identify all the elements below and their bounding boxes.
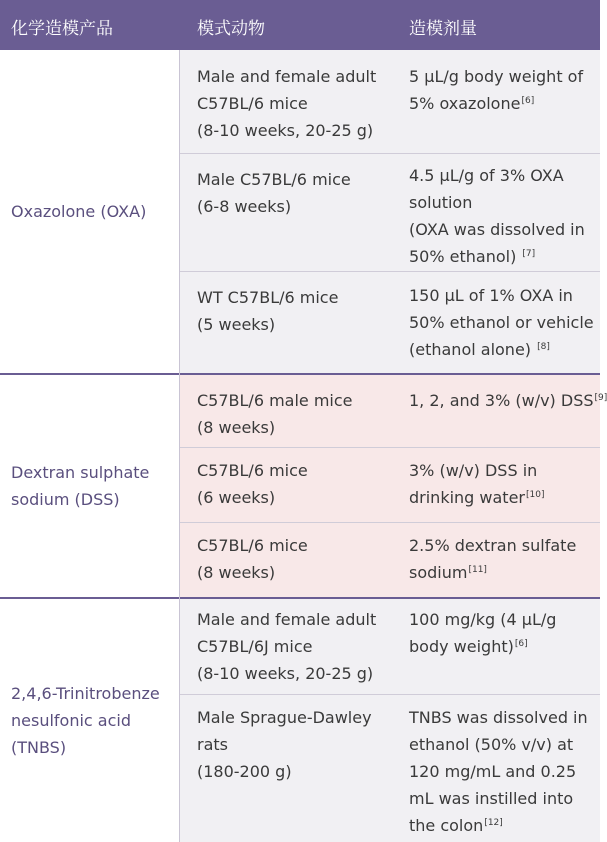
model-line: Male and female adult <box>197 67 377 86</box>
model-cell <box>180 447 393 522</box>
dose-line: 5% oxazolone[6] <box>409 94 535 113</box>
citation-ref: [9] <box>594 392 607 403</box>
model-line: (6-8 weeks) <box>197 197 292 216</box>
header-model: 模式动物 <box>197 19 265 39</box>
model-line: (8 weeks) <box>197 418 276 437</box>
citation-ref: [6] <box>521 95 535 106</box>
dose-line: body weight)[6] <box>409 637 528 656</box>
model-cell <box>180 522 393 597</box>
group-divider <box>0 597 600 599</box>
dose-line: 50% ethanol) [7] <box>409 247 536 266</box>
dose-line: ethanol (50% v/v) at <box>409 735 574 754</box>
dose-cell <box>393 153 600 271</box>
dose-line: mL was instilled into <box>409 789 574 808</box>
dose-line: sodium[11] <box>409 563 487 582</box>
dose-line: drinking water[10] <box>409 488 545 507</box>
dose-cell <box>393 50 600 153</box>
group-divider <box>0 373 600 375</box>
model-line: Male Sprague-Dawley <box>197 708 372 727</box>
dose-cell <box>393 522 600 597</box>
product-dss: Dextran sulphate sodium (DSS) <box>0 375 180 597</box>
model-line: (6 weeks) <box>197 488 276 507</box>
dose-cell <box>393 447 600 522</box>
citation-ref: [12] <box>484 817 503 828</box>
model-line: (5 weeks) <box>197 315 276 334</box>
dose-cell <box>393 599 600 694</box>
model-line: C57BL/6 mice <box>197 94 308 113</box>
citation-ref: [8] <box>537 341 550 352</box>
model-line: C57BL/6J mice <box>197 637 313 656</box>
dose-cell <box>393 694 600 842</box>
column-divider <box>179 50 180 842</box>
model-cell <box>180 694 393 842</box>
model-cell <box>180 375 393 447</box>
model-line: C57BL/6 male mice <box>197 391 353 410</box>
row-divider <box>180 447 600 448</box>
model-cell <box>180 153 393 271</box>
model-line: C57BL/6 mice <box>197 461 308 480</box>
product-tnbs: 2,4,6-Trinitrobenze nesulfonic acid (TNBS) <box>0 599 180 842</box>
dose-line: 3% (w/v) DSS in <box>409 461 538 480</box>
row-divider <box>180 153 600 154</box>
dose-line: 1, 2, and 3% (w/v) DSS[9] <box>409 391 607 410</box>
product-oxa: Oxazolone (OXA) <box>0 50 180 373</box>
dose-line: 100 mg/kg (4 μL/g <box>409 610 557 629</box>
dose-line: 4.5 μL/g of 3% OXA <box>409 166 564 185</box>
header-product: 化学造模产品 <box>11 19 113 39</box>
model-line: Male and female adult <box>197 610 377 629</box>
dose-line: (ethanol alone) [8] <box>409 340 550 359</box>
dose-line: 120 mg/mL and 0.25 <box>409 762 577 781</box>
row-divider <box>180 271 600 272</box>
model-line: C57BL/6 mice <box>197 536 308 555</box>
header-dose: 造模剂量 <box>409 19 477 39</box>
citation-ref: [11] <box>468 564 487 575</box>
dose-cell <box>393 271 600 373</box>
dose-line: 5 μL/g body weight of <box>409 67 584 86</box>
row-divider <box>180 694 600 695</box>
model-line: (8-10 weeks, 20-25 g) <box>197 664 374 683</box>
model-line: rats <box>197 735 228 754</box>
dose-line: solution <box>409 193 473 212</box>
model-line: (8-10 weeks, 20-25 g) <box>197 121 374 140</box>
model-line: (8 weeks) <box>197 563 276 582</box>
dose-line: 150 μL of 1% OXA in <box>409 286 573 305</box>
model-cell <box>180 271 393 373</box>
citation-ref: [7] <box>522 248 536 259</box>
model-line: Male C57BL/6 mice <box>197 170 351 189</box>
model-cell <box>180 599 393 694</box>
table-header <box>0 0 600 50</box>
dose-line: the colon[12] <box>409 816 503 835</box>
row-divider <box>180 522 600 523</box>
model-line: (180-200 g) <box>197 762 292 781</box>
citation-ref: [6] <box>514 638 528 649</box>
dose-line: 50% ethanol or vehicle <box>409 313 594 332</box>
dose-line: TNBS was dissolved in <box>409 708 588 727</box>
dose-cell <box>393 375 607 447</box>
citation-ref: [10] <box>526 489 545 500</box>
model-cell <box>180 50 393 153</box>
dose-line: 2.5% dextran sulfate <box>409 536 577 555</box>
dose-line: (OXA was dissolved in <box>409 220 585 239</box>
model-line: WT C57BL/6 mice <box>197 288 339 307</box>
